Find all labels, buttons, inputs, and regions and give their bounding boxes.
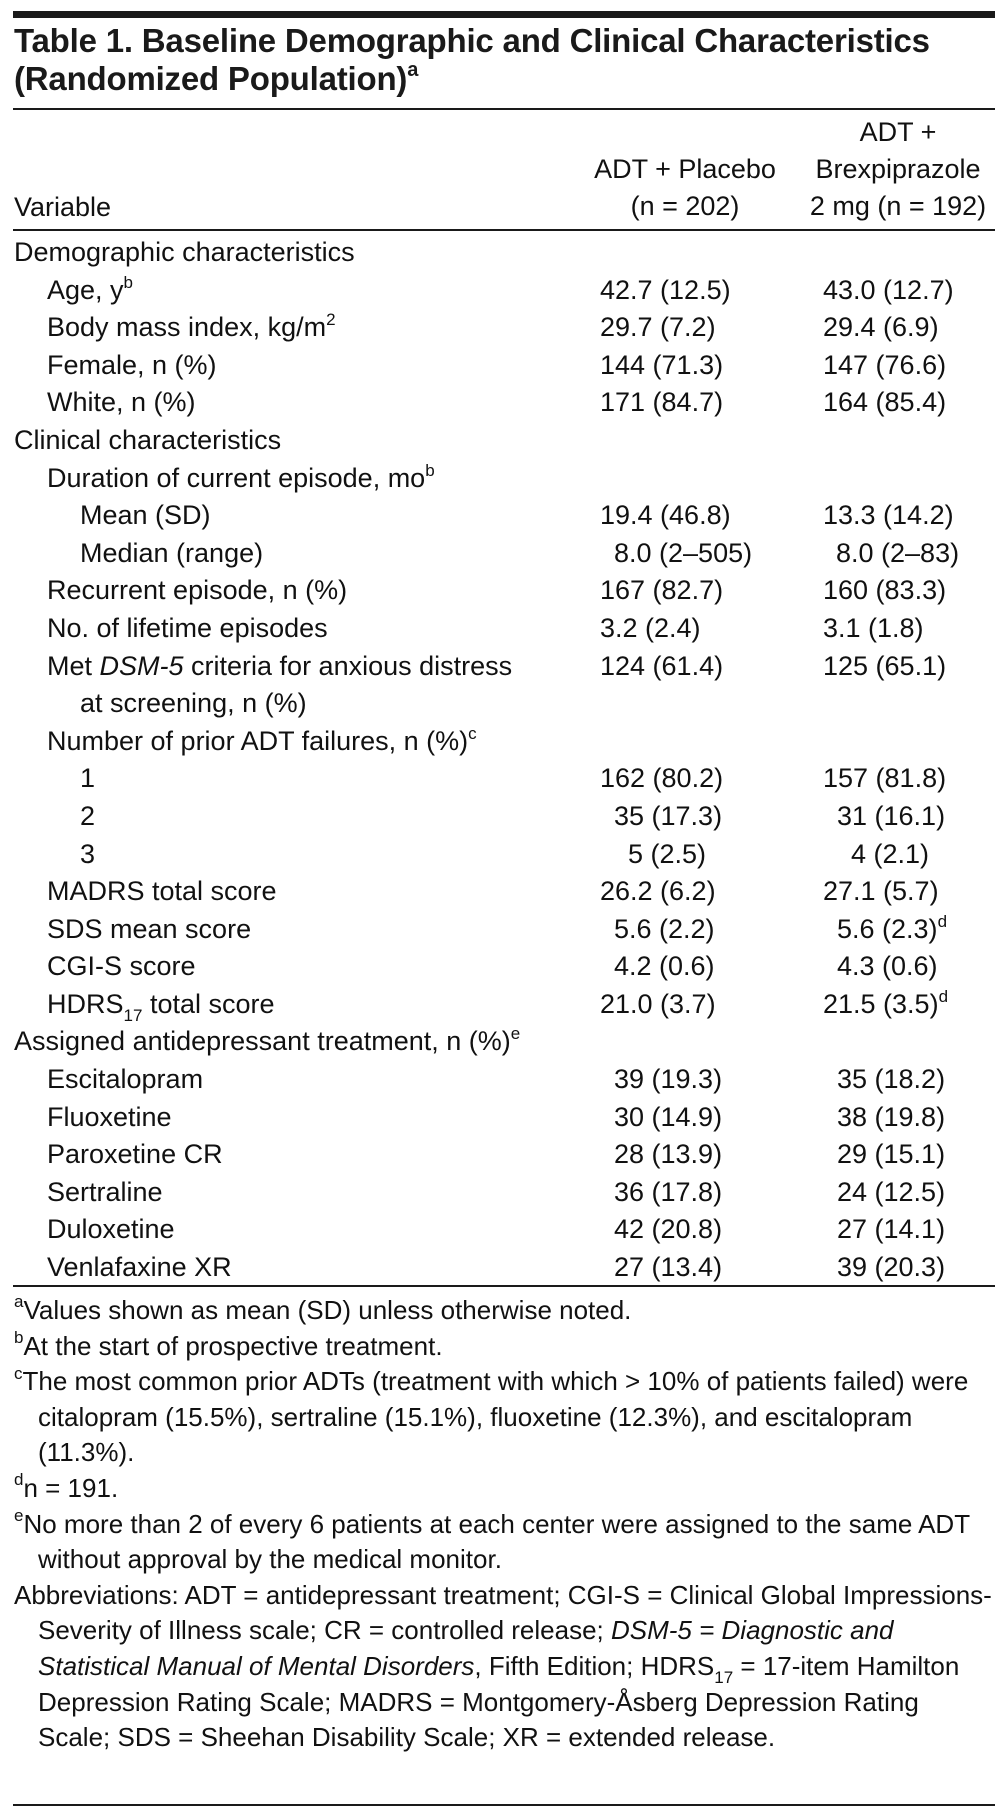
table-row: Sertraline 36 (17.8) 24 (12.5) <box>47 1176 946 1207</box>
footnote-b: $^b$At the start of prospective treatment. <box>14 1327 443 1361</box>
header-placebo: ADT + Placebo (n = 202) <box>594 154 776 221</box>
section-demographic: Demographic characteristics <box>14 237 355 267</box>
header-variable: Variable <box>14 192 112 222</box>
table-row: No. of lifetime episodes 3.2 (2.4) 3.1 (1.8) <box>47 612 924 643</box>
table-row: Median (range) 8.0 (2–505) 8.0 (2–83) <box>80 537 960 568</box>
footnote-d: $^d$n = 191. <box>14 1470 119 1503</box>
table-row: Escitalopram 39 (19.3) 35 (18.2) <box>47 1064 946 1095</box>
table-row: $HDRS_{17}$ total score 21.0 (3.7) 21.5 $(3.5)^d$ <box>47 986 949 1026</box>
title-footnote-marker: a <box>407 59 419 81</box>
table-row: MADRS total score 26.2 (6.2) 27.1 (5.7) <box>47 876 939 907</box>
table-body <box>0 234 1007 1287</box>
footnotes <box>14 1293 994 1756</box>
title-rule <box>13 108 995 110</box>
table-row: Duloxetine 42 (20.8) 27 (14.1) <box>47 1214 946 1245</box>
table-row: CGI-S score 4.2 (0.6) 4.3 (0.6) <box>47 951 938 982</box>
table-row: 2 35 (17.3) 31 (16.1) <box>80 800 946 831</box>
table-row: Fluoxetine 30 (14.9) 38 (19.8) <box>47 1101 946 1132</box>
table-bottom-rule <box>13 1285 995 1287</box>
header-rule <box>13 229 995 231</box>
abbreviations: Abbreviations: ADT = antidepressant treatment; CGI-S = Clinical Global Impressions-Severity of Illness scale; CR = controlled release; DSM-5 = Diagnostic and Statistical Manual of Mental Disorders, Fifth Edition; $HDRS_{17}$ = 17-item Hamilton Depression Rating Scale; MADRS = Montgomery-Åsberg Depression Rating Scale; SDS = Sheehan Disability Scale; XR = extended release. <box>14 1579 992 1753</box>
footnote-c: $^c$The most common prior ADTs (treatment with which > 10% of patients failed) were citalopram (15.5%), sertraline (15.1%), fluoxetine (12.3%), and escitalopram (11.3%). <box>14 1363 969 1468</box>
table-row-continuation: at screening, n (%) <box>80 688 307 719</box>
section-clinical: Clinical characteristics <box>14 424 282 455</box>
table-row: Met DSM-5 criteria for anxious distress 124 (61.4) 125 (65.1) <box>47 650 947 681</box>
table-row: Number of prior ADT failures, n (%)$^c$ <box>47 723 477 756</box>
header-brexpiprazole: ADT + Brexpiprazole 2 mg (n = 192) <box>809 117 987 221</box>
bottom-rule <box>13 1804 995 1806</box>
table-row: Duration of current episode, $mo^b$ <box>47 460 435 493</box>
table-row: Age, $y^b$ 42.7 (12.5) 43.0 (12.7) <box>47 272 954 305</box>
table-row: Recurrent episode, n (%) 167 (82.7) 160 (83.3) <box>47 575 947 606</box>
table-row: 3 5 (2.5) 4 (2.1) <box>80 838 930 869</box>
footnote-a: $^a$Values shown as mean (SD) unless otherwise noted. <box>14 1292 632 1325</box>
top-thick-rule <box>13 11 995 18</box>
table-row: Female, n (%) 144 (71.3) 147 (76.6) <box>47 349 947 380</box>
table-row: Body mass index, $kg/m^2$ 29.7 (7.2) 29.4 (6.9) <box>47 310 939 343</box>
table-row: Paroxetine CR 28 (13.9) 29 (15.1) <box>47 1139 946 1170</box>
table-title: Table 1. Baseline Demographic and Clinical Characteristics (Randomized Population)$^a$ <box>14 22 930 97</box>
table-row: 1 162 (80.2) 157 (81.8) <box>80 763 947 794</box>
table-row: Venlafaxine XR 27 (13.4) 39 (20.3) <box>47 1252 946 1283</box>
footnote-e: $^e$No more than 2 of every 6 patients at each center were assigned to the same ADT without approval by the medical monitor. <box>14 1505 970 1575</box>
table-row: Mean (SD) 19.4 (46.8) 13.3 (14.2) <box>80 500 954 531</box>
table-row: White, n (%) 171 (84.7) 164 (85.4) <box>47 387 947 418</box>
section-assigned: Assigned antidepressant treatment, n (%)$^e$ <box>14 1024 521 1057</box>
table-row: SDS mean score 5.6 (2.2) 5.6 $(2.3)^d$ <box>47 911 948 944</box>
